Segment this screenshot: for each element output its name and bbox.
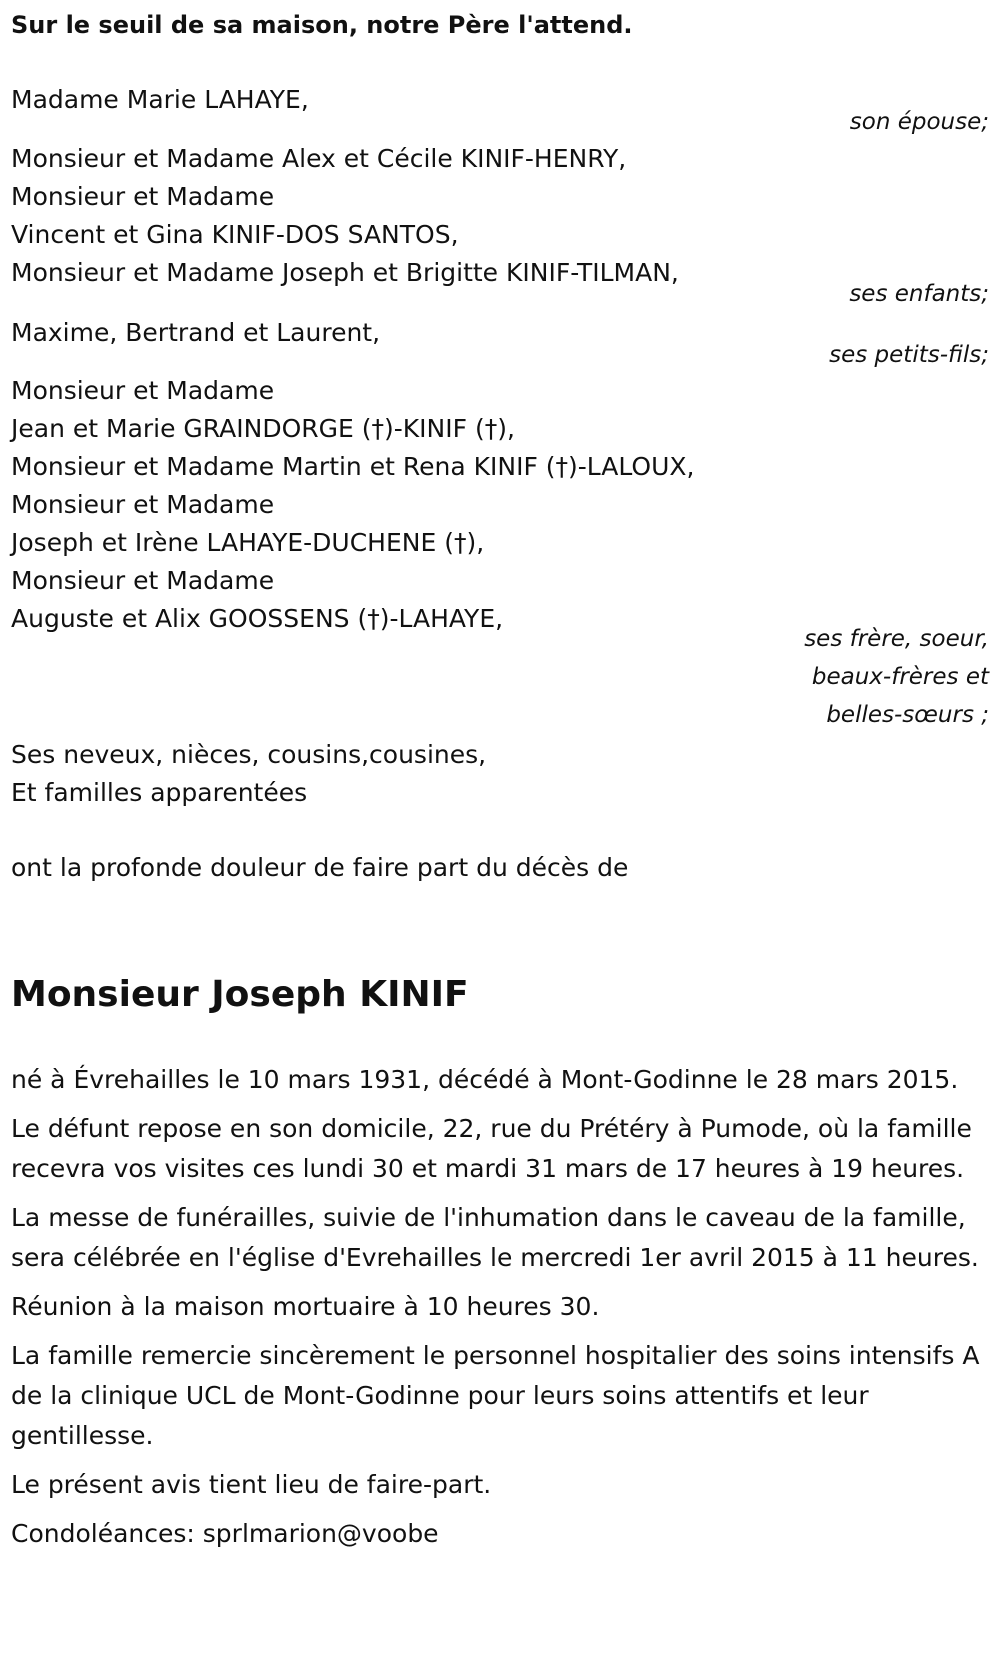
family-name-line: Monsieur et Madame — [11, 376, 275, 405]
family-name-line: Maxime, Bertrand et Laurent, — [11, 318, 381, 347]
notice-statement: Le présent avis tient lieu de faire-part. — [11, 1470, 492, 1499]
family-group-siblings — [11, 372, 989, 734]
family-name-line: Monsieur et Madame — [11, 490, 275, 519]
relation-label: beaux-frères et — [811, 664, 989, 690]
family-group-grandchildren — [11, 313, 989, 375]
family-name-line: Monsieur et Madame Alex et Cécile KINIF-HENRY, — [11, 144, 627, 173]
family-name-line: Vincent et Gina KINIF-DOS SANTOS, — [11, 220, 459, 249]
family-group-spouse — [11, 80, 989, 142]
family-name-line: Monsieur et Madame — [11, 566, 275, 595]
epigraph: Sur le seuil de sa maison, notre Père l'attend. — [11, 11, 633, 39]
relation-label: belles-sœurs ; — [826, 702, 989, 728]
family-group-children — [11, 140, 989, 314]
family-name-line: Joseph et Irène LAHAYE-DUCHENE (†), — [11, 528, 485, 557]
announcement-text: ont la profonde douleur de faire part du décès de — [11, 853, 629, 882]
family-name-line: Jean et Marie GRAINDORGE (†)-KINIF (†), — [11, 414, 515, 443]
condolences-line: Condoléances: sprlmarion@voobe — [11, 1519, 439, 1548]
birth-death-dates: né à Évrehailles le 10 mars 1931, décédé à Mont-Godinne le 28 mars 2015. — [11, 1065, 959, 1094]
relation-label: ses enfants; — [849, 281, 989, 307]
family-name-line: Monsieur et Madame Martin et Rena KINIF (†)-LALOUX, — [11, 452, 695, 481]
visitation-info: Le défunt repose en son domicile, 22, rue du Prétéry à Pumode, où la famille recevra vos visites ces lundi 30 et mardi 31 mars de 17 heures à 19 heures. — [11, 1114, 972, 1183]
family-name-line: Monsieur et Madame — [11, 182, 275, 211]
funeral-mass-info: La messe de funérailles, suivie de l'inhumation dans le caveau de la famille, sera célébrée en l'église d'Evrehailles le mercredi 1er avril 2015 à 11 heures. — [11, 1203, 979, 1272]
family-name-line: Monsieur et Madame Joseph et Brigitte KINIF-TILMAN, — [11, 258, 679, 287]
extended-family-line: Ses neveux, nièces, cousins,cousines, — [11, 740, 487, 769]
extended-family-line: Et familles apparentées — [11, 778, 308, 807]
thanks-note: La famille remercie sincèrement le personnel hospitalier des soins intensifs A de la clinique UCL de Mont-Godinne pour leurs soins attentifs et leur gentillesse. — [11, 1341, 980, 1450]
deceased-name: Monsieur Joseph KINIF — [11, 974, 469, 1015]
gathering-info: Réunion à la maison mortuaire à 10 heures 30. — [11, 1292, 600, 1321]
relation-label: son épouse; — [849, 109, 989, 135]
family-name-line: Madame Marie LAHAYE, — [11, 85, 309, 114]
relation-label: ses petits-fils; — [829, 342, 989, 368]
funeral-details — [11, 1060, 989, 1563]
relation-label: ses frère, soeur, — [804, 626, 989, 652]
family-name-line: Auguste et Alix GOOSSENS (†)-LAHAYE, — [11, 604, 504, 633]
